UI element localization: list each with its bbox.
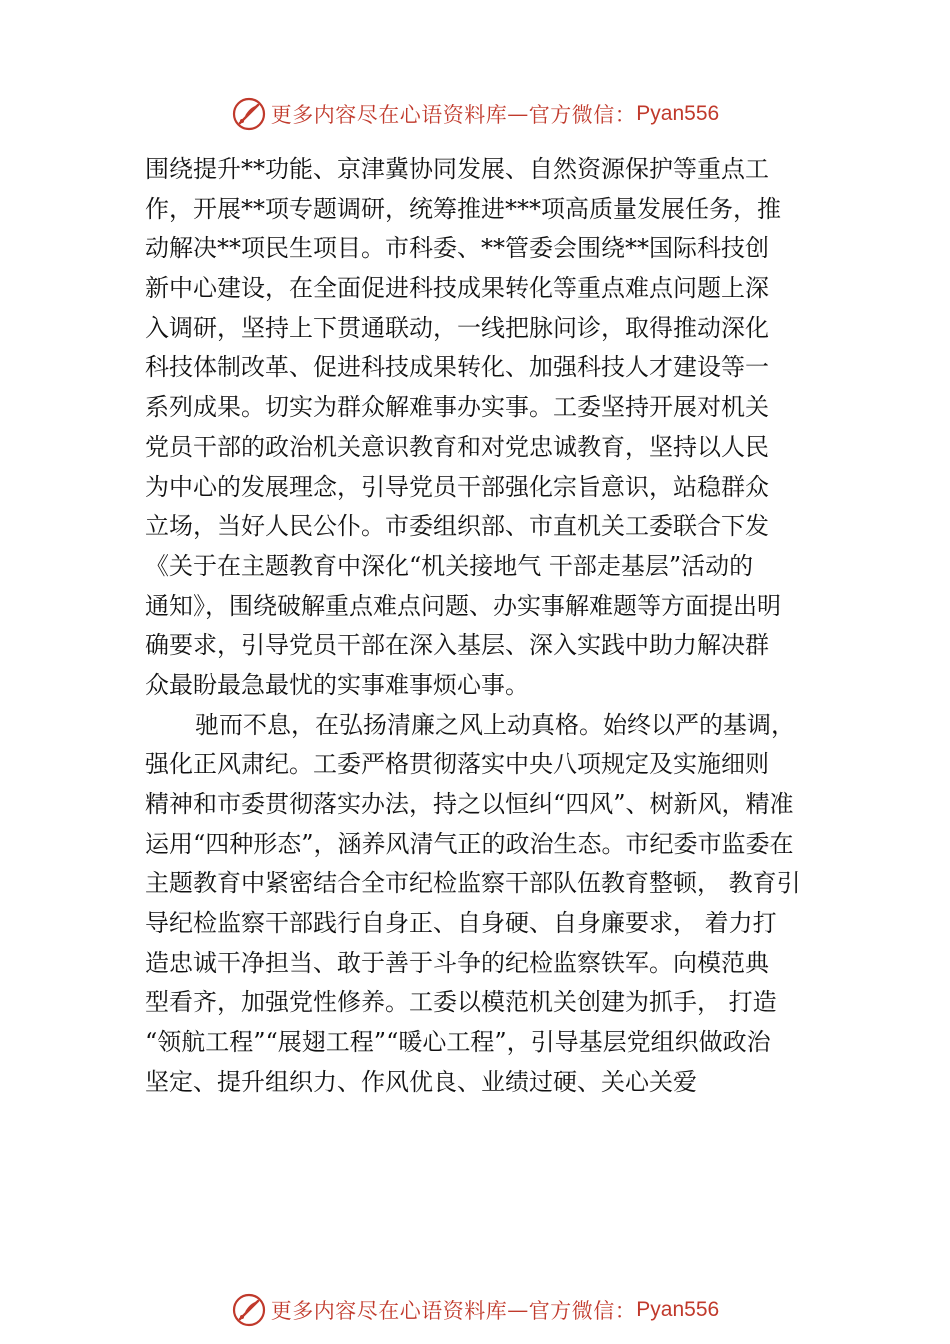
text-line: 系列成果。切实为群众解难事办实事。工委坚持开展对机关 [145, 393, 769, 422]
text-line: 新中心建设，在全面促进科技成果转化等重点难点问题上深 [145, 274, 769, 303]
text-line: 运用“四种形态”，涵养风清气正的政治生态。市纪委市监委在 [145, 829, 794, 858]
footer-banner [0, 1290, 950, 1330]
text-line: 通知》，围绕破解重点难点问题、办实事解难题等方面提出明 [145, 591, 781, 620]
text-line: 强化正风肃纪。工委严格贯彻落实中央八项规定及实施细则 [145, 750, 769, 779]
text-line: 党员干部的政治机关意识教育和对党忠诚教育，坚持以人民 [145, 432, 769, 461]
quill-seal-icon [231, 1292, 267, 1328]
text-line: 为中心的发展理念，引导党员干部强化宗旨意识，站稳群众 [145, 472, 769, 501]
text-line: 围绕提升**功能、京津冀协同发展、自然资源保护等重点工 [145, 155, 769, 183]
text-line: 动解决**项民生项目。市科委、**管委会围绕**国际科技创 [145, 234, 769, 263]
header-site-text: 更多内容尽在心语资料库 [270, 103, 508, 127]
text-line: 坚定、提升组织力、作风优良、业绩过硬、关心关爱 [145, 1067, 697, 1096]
text-line: 科技体制改革、促进科技成果转化、加强科技人才建设等一 [145, 353, 769, 382]
header-wechat-id: Pyan556 [636, 102, 720, 125]
paragraph-1 [145, 150, 817, 706]
header-banner [0, 94, 950, 134]
text-line: 《关于在主题教育中深化“机关接地气 干部走基层”活动的 [145, 551, 754, 580]
footer-wechat-label: 官方微信： [528, 1299, 637, 1323]
footer-separator: — [507, 1298, 529, 1322]
document-body [145, 150, 817, 1103]
text-line: 型看齐，加强党性修养。工委以模范机关创建为抓手， 打造 [145, 988, 777, 1017]
text-line: “领航工程”“展翅工程”“暖心工程”，引导基层党组织做政治 [145, 1028, 771, 1057]
text-line: 立场，当好人民公仆。市委组织部、市直机关工委联合下发 [145, 512, 769, 541]
footer-wechat-id: Pyan556 [636, 1298, 720, 1321]
text-line: 作，开展**项专题调研，统筹推进***项高质量发展任务，推 [145, 194, 781, 223]
header-wechat-label: 官方微信： [528, 103, 637, 127]
text-line: 主题教育中紧密结合全市纪检监察干部队伍教育整顿， 教育引 [145, 869, 801, 898]
text-line: 众最盼最急最忧的实事难事烦心事。 [145, 670, 529, 699]
text-line: 确要求，引导党员干部在深入基层、深入实践中助力解决群 [145, 631, 769, 660]
text-line: 精神和市委贯彻落实办法，持之以恒纠“四风”、树新风，精准 [145, 790, 794, 818]
text-line: 驰而不息，在弘扬清廉之风上动真格。始终以严的基调， [195, 710, 795, 739]
text-line: 造忠诚干净担当、敢于善于斗争的纪检监察铁军。向模范典 [145, 948, 769, 977]
quill-seal-icon [231, 96, 267, 132]
paragraph-2 [145, 706, 817, 1103]
header-separator: — [507, 102, 529, 126]
text-line: 导纪检监察干部践行自身正、自身硬、自身廉要求， 着力打 [145, 909, 777, 938]
footer-site-text: 更多内容尽在心语资料库 [270, 1299, 508, 1323]
text-line: 入调研，坚持上下贯通联动，一线把脉问诊，取得推动深化 [145, 313, 769, 342]
